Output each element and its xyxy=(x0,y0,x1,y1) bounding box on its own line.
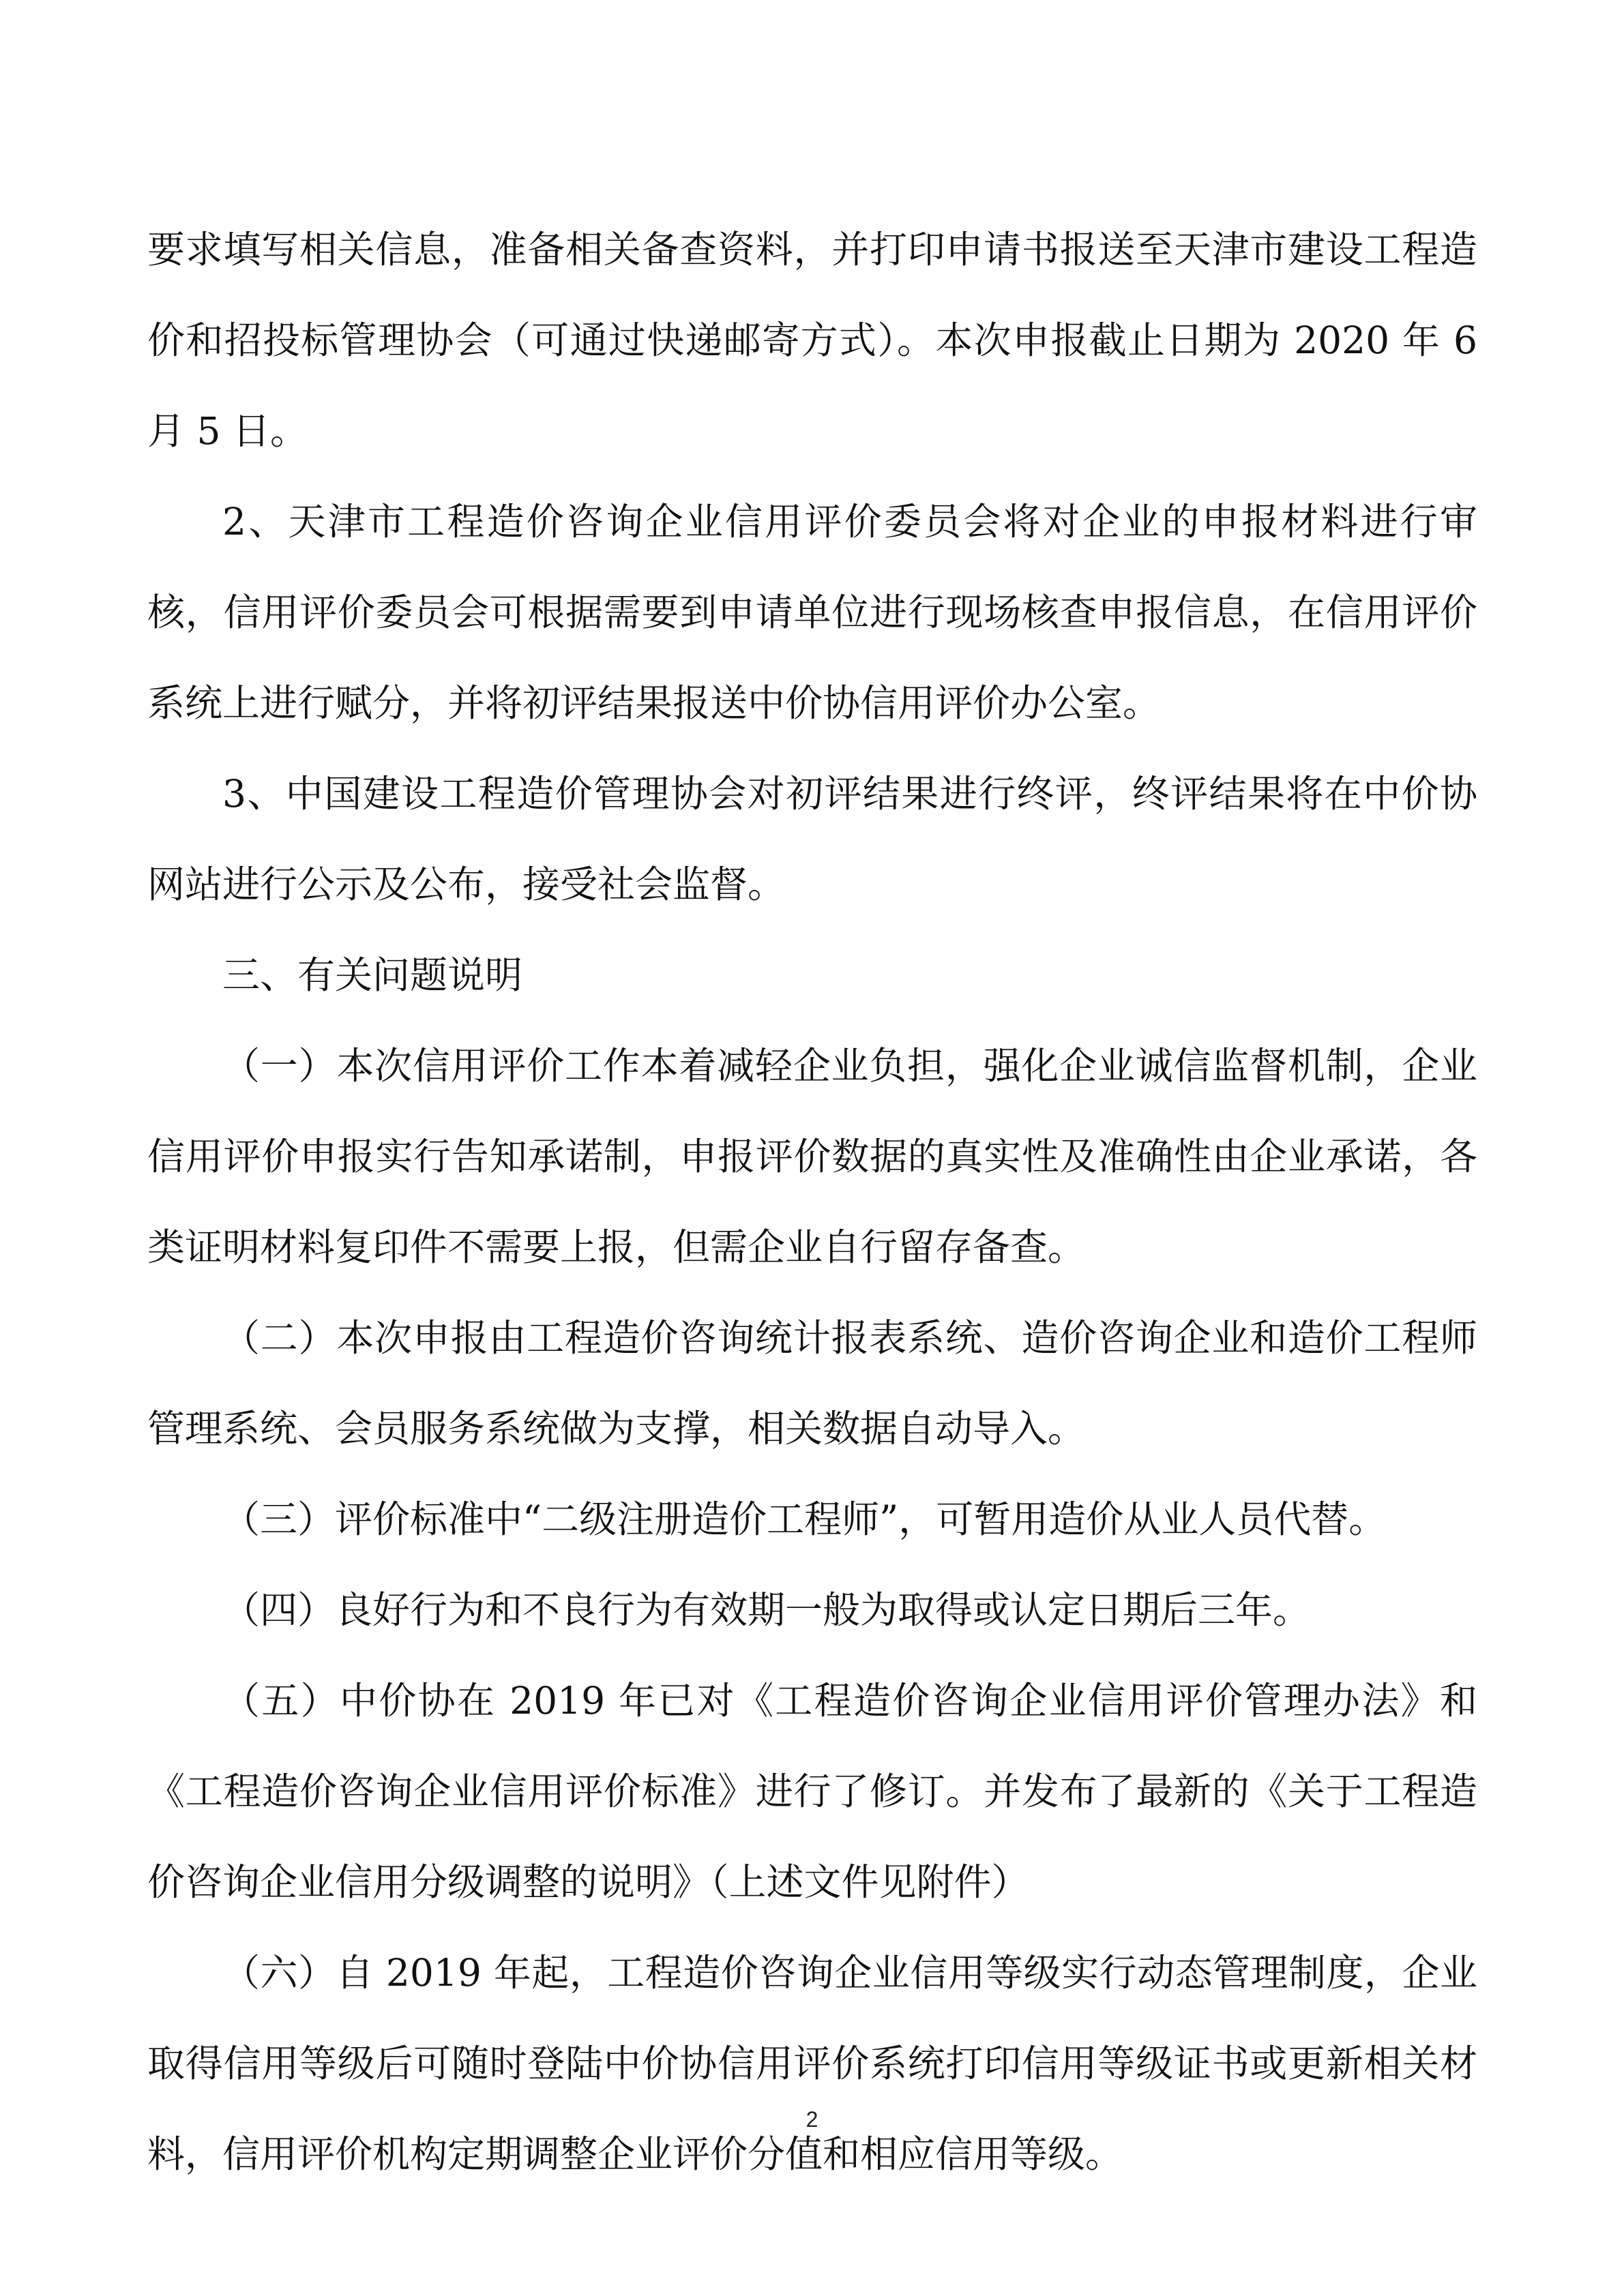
paragraph-item-3: 3、中国建设工程造价管理协会对初评结果进行终评，终评结果将在中价协网站进行公示及公布，接受社会监督。 xyxy=(147,772,1477,906)
document-body xyxy=(147,205,1477,2200)
paragraph-item-2: 2、天津市工程造价咨询企业信用评价委员会将对企业的申报材料进行审核，信用评价委员会可根据需要到申请单位进行现场核查申报信息，在信用评价系统上进行赋分，并将初评结果报送中价协信用评价办公室。 xyxy=(147,500,1477,725)
section-heading-3: 三、有关问题说明 xyxy=(222,953,523,997)
paragraph-note-5: （五）中价协在 2019 年已对《工程造价咨询企业信用评价管理办法》和《工程造价咨询企业信用评价标准》进行了修订。并发布了最新的《关于工程造价咨询企业信用分级调整的说明》（上述文件见附件） xyxy=(147,1679,1477,1904)
paragraph-continuation: 要求填写相关信息，准备相关备查资料，并打印申请书报送至天津市建设工程造价和招投标管理协会（可通过快递邮寄方式）。本次申报截止日期为 2020 年 6 月 5 日。 xyxy=(147,228,1477,453)
paragraph-note-6: （六）自 2019 年起，工程造价咨询企业信用等级实行动态管理制度，企业取得信用等级后可随时登陆中价协信用评价系统打印信用等级证书或更新相关材料，信用评价机构定期调整企业评价分值和相应信用等级。 xyxy=(147,1951,1477,2176)
page-number: 2 xyxy=(806,2107,818,2132)
paragraph-note-1: （一）本次信用评价工作本着减轻企业负担，强化企业诚信监督机制，企业信用评价申报实行告知承诺制，申报评价数据的真实性及准确性由企业承诺，各类证明材料复印件不需要上报，但需企业自行留存备查。 xyxy=(147,1044,1477,1269)
paragraph-note-4: （四）良好行为和不良行为有效期一般为取得或认定日期后三年。 xyxy=(222,1588,1311,1632)
paragraph-note-2: （二）本次申报由工程造价咨询统计报表系统、造价咨询企业和造价工程师管理系统、会员服务系统做为支撑，相关数据自动导入。 xyxy=(147,1316,1477,1450)
paragraph-note-3: （三）评价标准中“二级注册造价工程师”，可暂用造价从业人员代替。 xyxy=(222,1497,1387,1541)
